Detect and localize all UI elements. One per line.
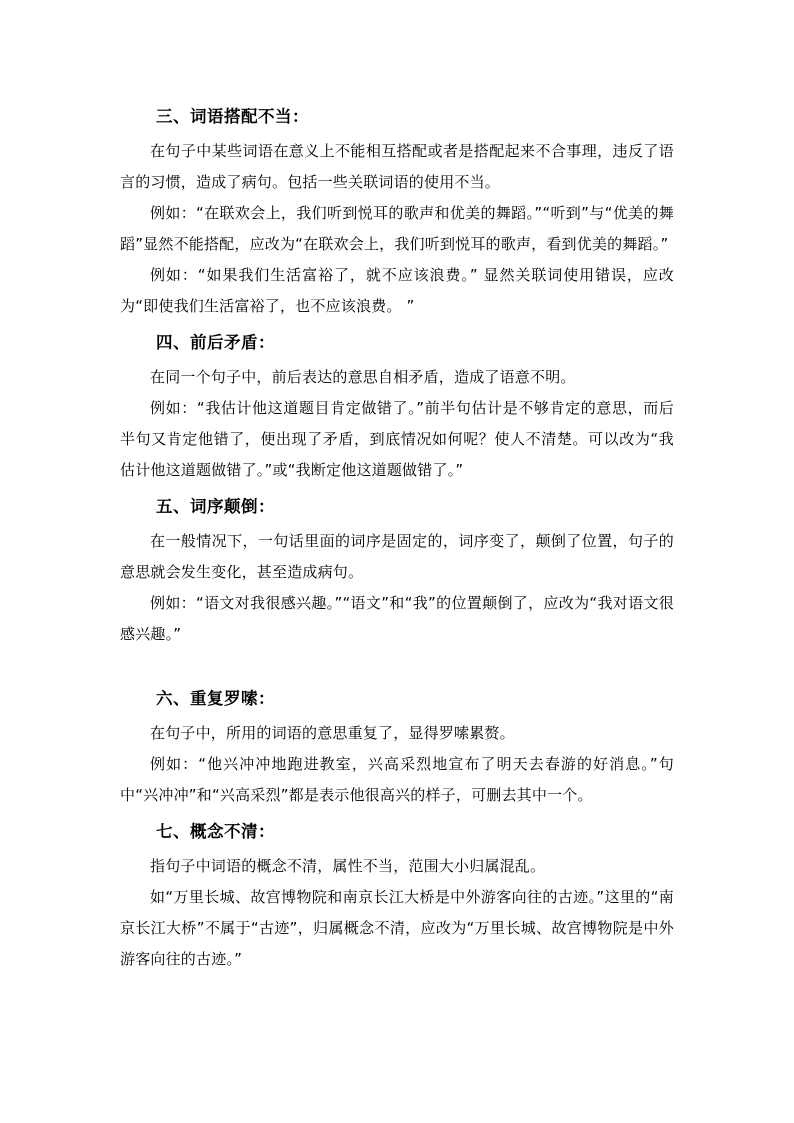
paragraph: 指句子中词语的概念不清，属性不当，范围大小归属混乱。: [150, 857, 546, 875]
section-word-order: [120, 490, 674, 650]
paragraph: 在一般情况下，一句话里面的词序是固定的，词序变了，颠倒了位置，句子的意思就会发生变化，甚至造成病句。: [120, 532, 674, 581]
paragraph: 在同一个句子中，前后表达的意思自相矛盾，造成了语意不明。: [150, 368, 576, 386]
spacer: [120, 654, 674, 682]
paragraph: 在句子中某些词语在意义上不能相互搭配或者是搭配起来不合事理，违反了语言的习惯，造成了病句。包括一些关联词语的使用不当。: [120, 142, 674, 191]
paragraph: 在句子中，所用的词语的意思重复了，显得罗嗦累赘。: [150, 724, 515, 742]
paragraph: 如“万里长城、故宫博物院和南京长江大桥是中外游客向往的古迹。”这里的“南京长江大桥”不属于“古迹”，归属概念不清，应改为“万里长城、故宫博物院是中外游客向往的古迹。”: [120, 888, 674, 968]
section-heading: 六、重复罗嗦：: [156, 689, 275, 708]
paragraph: 例如：“他兴冲冲地跑进教室，兴高采烈地宣布了明天去春游的好消息。”句中“兴冲冲”和“兴高采烈”都是表示他很高兴的样子，可删去其中一个。: [120, 755, 674, 804]
section-heading: 五、词序颠倒：: [156, 497, 275, 516]
paragraph: 例如：“如果我们生活富裕了，就不应该浪费。” 显然关联词使用错误，应改为“即使我们生活富裕了，也不应该浪费。 ”: [120, 266, 674, 315]
paragraph: 例如：“在联欢会上，我们听到悦耳的歌声和优美的舞蹈。”“听到”与“优美的舞蹈”显然不能搭配，应改为“在联欢会上，我们听到悦耳的歌声，看到优美的舞蹈。”: [120, 204, 674, 253]
section-unclear-concept: [120, 815, 674, 975]
paragraph: 例如：“语文对我很感兴趣。”“语文”和“我”的位置颠倒了，应改为“我对语文很感兴趣。”: [120, 594, 674, 643]
section-contradiction: [120, 326, 674, 486]
section-word-collocation: [120, 100, 674, 322]
section-heading: 七、概念不清：: [156, 822, 275, 841]
paragraph: 例如：“我估计他这道题目肯定做错了。”前半句估计是不够肯定的意思，而后半句又肯定他错了，便出现了矛盾，到底情况如何呢？使人不清楚。可以改为“我估计他这道题做错了。”或“我断定他这道题做错了。”: [120, 399, 674, 479]
section-heading: 四、前后矛盾：: [156, 333, 275, 352]
section-redundancy: [120, 682, 674, 811]
section-heading: 三、词语搭配不当：: [156, 107, 309, 126]
